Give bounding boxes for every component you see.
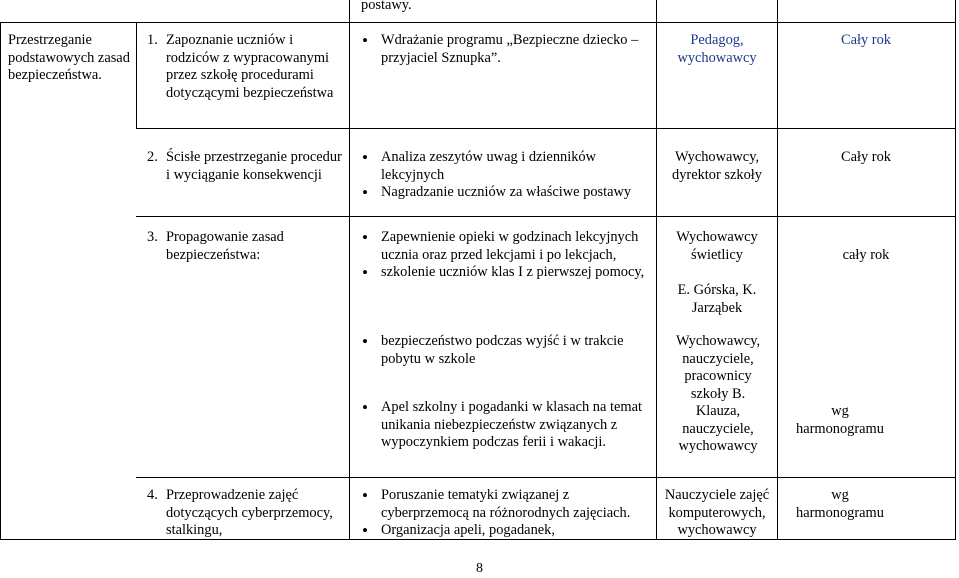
- task-1: Zapoznanie uczniów i rodziców z wypracowanymi przez szkołę procedurami dotyczącymi bezpieczeństwa: [166, 32, 334, 101]
- list-item: • Organizacja apeli, pogadanek,: [360, 522, 652, 540]
- responsible-3a: Wychowawcy świetlicy: [676, 229, 758, 263]
- list-item: • Poruszanie tematyki związanej z cyberprzemocą na różnorodnych zajęciach.: [360, 487, 652, 522]
- actions-list-2: [360, 149, 652, 202]
- list-item: • Wdrażanie programu „Bezpieczne dziecko – przyjaciel Sznupka”.: [360, 32, 652, 67]
- list-item: • Nagradzanie uczniów za właściwe postawy: [360, 184, 652, 202]
- actions-list-3b: [360, 333, 652, 452]
- task-3: Propagowanie zasad bezpieczeństwa:: [166, 229, 284, 263]
- list-item: • szkolenie uczniów klas I z pierwszej pomocy,: [360, 264, 652, 282]
- table-border-left: [0, 22, 1, 540]
- list-item: • bezpieczeństwo podczas wyjść i w trakcie pobytu w szkole: [360, 333, 652, 368]
- responsible-3c: Wychowawcy, nauczyciele, pracownicy szkoły B. Klauza, nauczyciele, wychowawcy: [675, 333, 761, 454]
- column-divider-1: [136, 22, 137, 129]
- column-divider-4: [777, 0, 778, 540]
- actions-list-1: [360, 32, 652, 67]
- category-label: Przestrzeganie podstawowych zasad bezpieczeństwa.: [8, 32, 130, 83]
- list-item: • Apel szkolny i pogadanki w klasach na temat unikania niebezpieczeństw związanych z wypoczynkiem podczas ferii i wakacji.: [360, 399, 652, 452]
- responsible-3b: E. Górska, K. Jarząbek: [677, 282, 757, 316]
- task-number-2: 2.: [147, 149, 158, 165]
- page-number: 8: [476, 561, 483, 576]
- responsible-1: Pedagog, wychowawcy: [677, 32, 757, 66]
- table-border-right: [955, 0, 956, 540]
- list-item: • Zapewnienie opieki w godzinach lekcyjnych ucznia oraz przed lekcjami i po lekcjach,: [360, 229, 652, 264]
- task-number-1: 1.: [147, 32, 158, 48]
- row-divider-3: [136, 477, 956, 478]
- deadline-4: wg harmonogramu: [796, 487, 884, 521]
- row-divider-1: [136, 128, 956, 129]
- deadline-1: Cały rok: [841, 32, 891, 48]
- task-2: Ścisłe przestrzeganie procedur i wyciąganie konsekwencji: [166, 149, 342, 183]
- actions-list-3: [360, 229, 652, 282]
- task-number-3: 3.: [147, 229, 158, 245]
- column-divider-3: [656, 0, 657, 540]
- actions-list-4: [360, 487, 652, 540]
- task-number-4: 4.: [147, 487, 158, 503]
- row-divider-2: [136, 216, 956, 217]
- column-divider-2: [349, 0, 350, 540]
- deadline-3: cały rok: [842, 247, 890, 263]
- responsible-2: Wychowawcy, dyrektor szkoły: [672, 149, 762, 183]
- list-item: • Analiza zeszytów uwag i dzienników lekcyjnych: [360, 149, 652, 184]
- task-4: Przeprowadzenie zajęć dotyczących cyberprzemocy, stalkingu,: [166, 487, 333, 538]
- row-divider-top: [0, 22, 956, 23]
- deadline-2: Cały rok: [841, 149, 891, 165]
- continued-text: postawy.: [361, 0, 412, 13]
- responsible-4: Nauczyciele zajęć komputerowych, wychowawcy: [664, 487, 770, 538]
- deadline-3b: wg harmonogramu: [796, 403, 884, 437]
